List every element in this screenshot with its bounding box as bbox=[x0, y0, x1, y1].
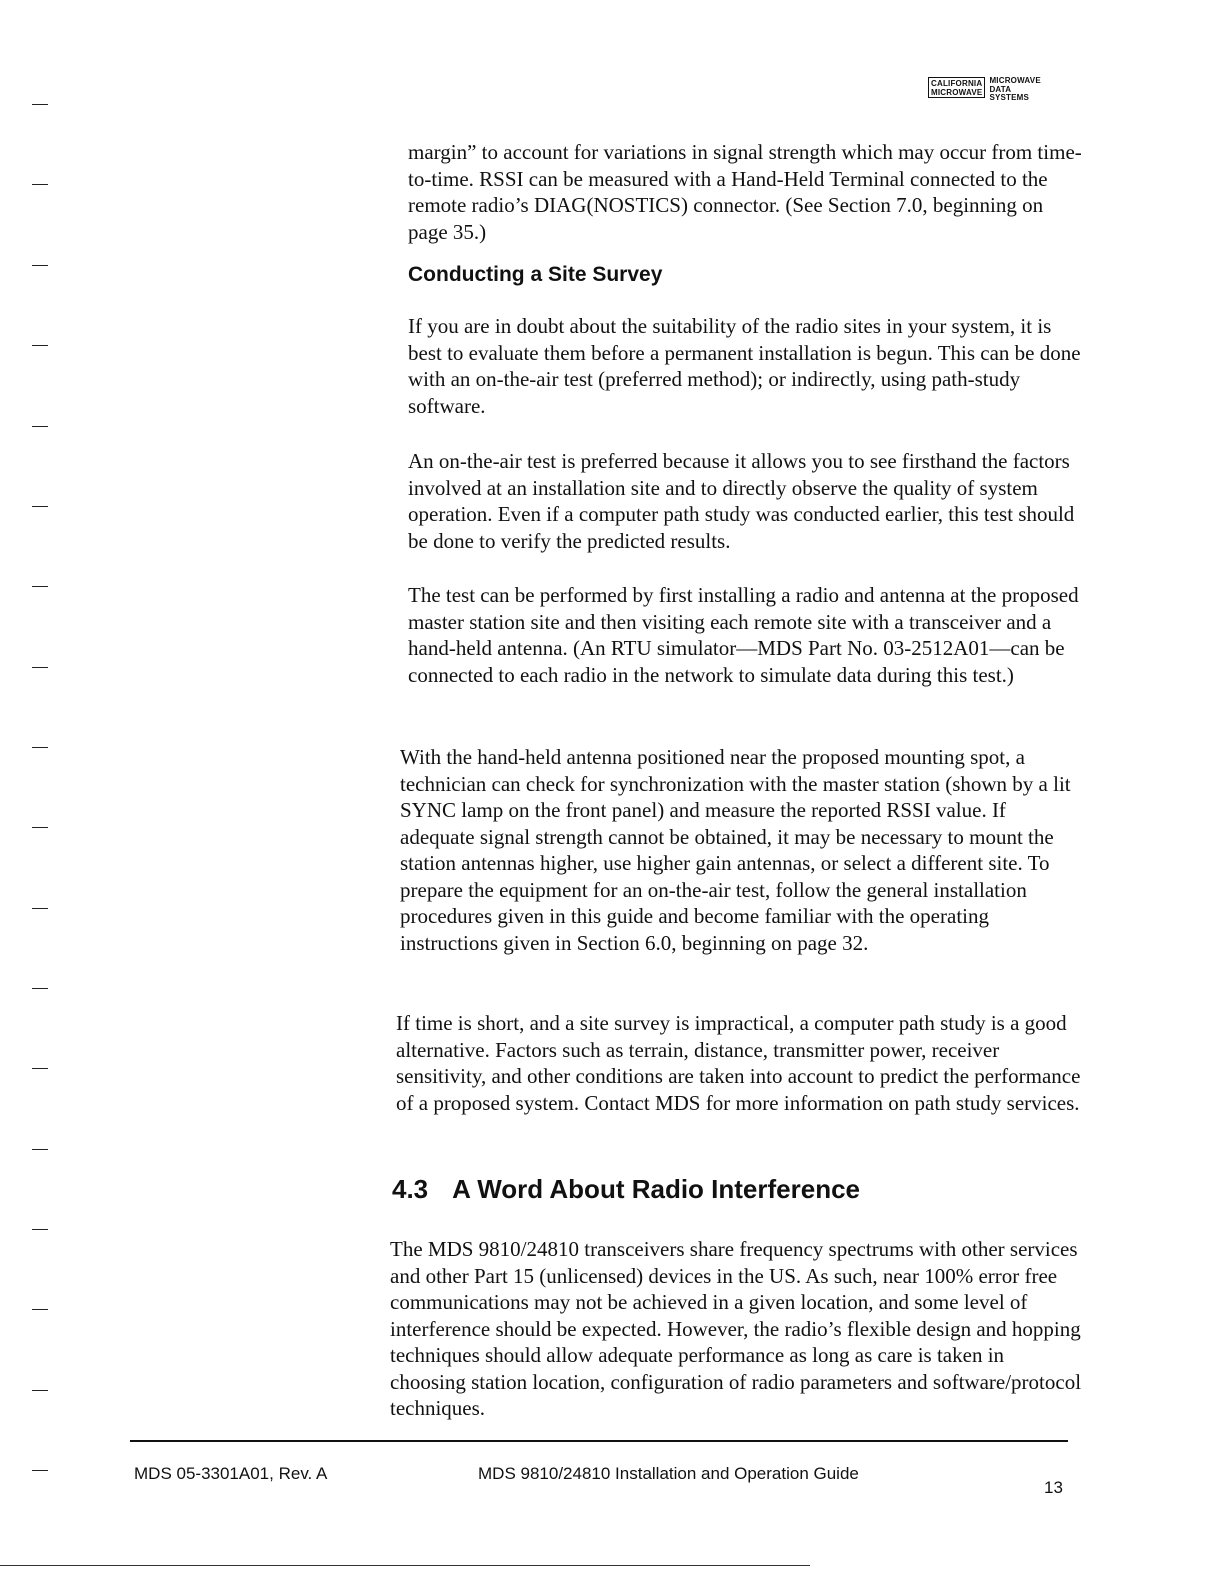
intro-paragraph: margin” to account for variations in signal strength which may occur from time-to-time. RSSI can be measured with a Hand-Held Terminal connected to the remote radio’s DIAG(NOSTICS) connector. (See Section 7.0, beginning on page 35.) bbox=[408, 140, 1082, 244]
margin-tick bbox=[32, 1309, 48, 1310]
margin-tick bbox=[32, 104, 48, 105]
page-number: 13 bbox=[1044, 1478, 1063, 1497]
section-number: 4.3 bbox=[392, 1174, 429, 1204]
logo-box-line: CALIFORNIA bbox=[931, 79, 983, 88]
logo-box-line: MICROWAVE bbox=[931, 88, 983, 97]
margin-tick bbox=[32, 827, 48, 828]
footer-doc-number: MDS 05-3301A01, Rev. A bbox=[134, 1464, 328, 1483]
section-title: A Word About Radio Interference bbox=[452, 1174, 860, 1204]
logo-wordmark bbox=[989, 77, 1040, 103]
survey-paragraph: The test can be performed by first installing a radio and antenna at the proposed master station site and then visiting each remote site with a transceiver and a hand-held antenna. (An RTU simulator—MDS Part No. 03-2512A01—can be connected to each radio in the network to simulate data during this test.) bbox=[408, 583, 1079, 687]
footer-guide-title: MDS 9810/24810 Installation and Operation Guide bbox=[478, 1464, 859, 1483]
survey-paragraph: With the hand-held antenna positioned near the proposed mounting spot, a technician can check for synchronization with the master station (shown by a lit SYNC lamp on the front panel) and measure the reported RSSI value. If adequate signal strength cannot be obtained, it may be necessary to mount the station antennas higher, use higher gain antennas, or select a different site. To prepare the equipment for an on-the-air test, follow the general installation procedures given in this guide and become familiar with the operating instructions given in Section 6.0, beginning on page 32. bbox=[400, 745, 1071, 955]
margin-tick bbox=[32, 1229, 48, 1230]
section-heading bbox=[392, 1174, 860, 1205]
footer-rule bbox=[130, 1440, 1068, 1442]
logo-word: DATA bbox=[989, 84, 1012, 94]
margin-tick bbox=[32, 265, 48, 266]
margin-tick bbox=[32, 426, 48, 427]
margin-tick bbox=[32, 747, 48, 748]
margin-tick bbox=[32, 345, 48, 346]
section-paragraph: The MDS 9810/24810 transceivers share frequency spectrums with other services and other Part 15 (unlicensed) devices in the US. As such, near 100% error free communications may not be achieved in a given location, and some level of interference should be expected. However, the radio’s flexible design and hopping techniques should allow adequate performance as long as care is taken in choosing station location, configuration of radio parameters and software/protocol techniques. bbox=[390, 1237, 1082, 1420]
margin-tick bbox=[32, 988, 48, 989]
survey-paragraph: An on-the-air test is preferred because it allows you to see firsthand the factors involved at an installation site and to directly observe the quality of system operation. Even if a computer path study was conducted earlier, this test should be done to verify the predicted results. bbox=[408, 449, 1075, 553]
logo-word: MICROWAVE bbox=[989, 76, 1041, 85]
scan-edge-line bbox=[0, 1565, 810, 1566]
survey-paragraph: If you are in doubt about the suitability of the radio sites in your system, it is best to evaluate them before a permanent installation is begun. This can be done with an on-the-air test (preferred method); or indirectly, using path-study software. bbox=[408, 314, 1081, 418]
margin-tick bbox=[32, 184, 48, 185]
survey-paragraph: If time is short, and a site survey is impractical, a computer path study is a good alternative. Factors such as terrain, distance, transmitter power, receiver sensitivity, and other conditions are taken into account to predict the performance of a proposed system. Contact MDS for more information on path study services. bbox=[396, 1011, 1081, 1115]
logo-word: SYSTEMS bbox=[989, 93, 1030, 102]
margin-tick bbox=[32, 1149, 48, 1150]
margin-tick bbox=[32, 1470, 48, 1471]
margin-tick bbox=[32, 1390, 48, 1391]
logo-box bbox=[928, 77, 985, 98]
margin-tick bbox=[32, 908, 48, 909]
subsection-title: Conducting a Site Survey bbox=[408, 263, 663, 286]
margin-tick bbox=[32, 667, 48, 668]
margin-tick bbox=[32, 586, 48, 587]
margin-tick bbox=[32, 506, 48, 507]
company-logo bbox=[928, 77, 1041, 103]
margin-tick bbox=[32, 1068, 48, 1069]
